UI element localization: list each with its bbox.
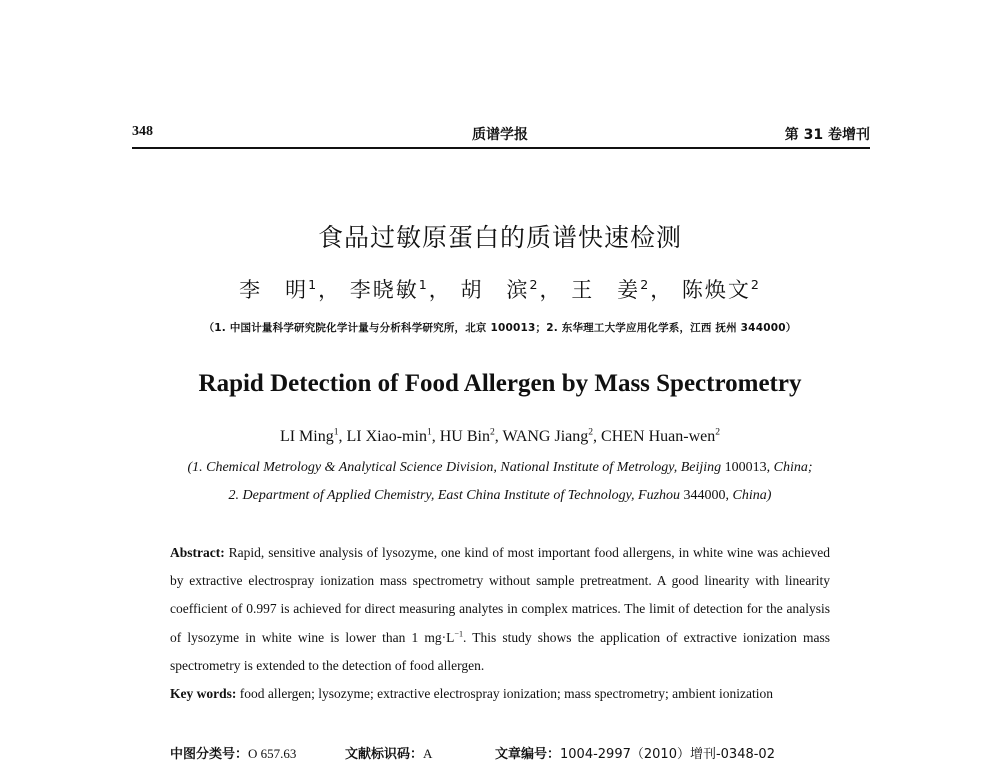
author-aff: 2 <box>588 426 594 438</box>
author-cn: 李 明 <box>239 278 309 302</box>
article-number-value: 1004-2997（2010）增刊-0348-02 <box>560 747 775 762</box>
article-number <box>495 743 775 762</box>
author-aff: 1 <box>418 277 429 292</box>
authors-english: LI Ming$^1$, LI Xiao-$\min^1$, HU Bin$^2$, WANG Jiang$^2$, CHEN Huan-wen$^2$ <box>279 426 721 445</box>
affil-en-2-text: 2. Department of Applied Chemistry, East China Institute of Technology, Fuzhou <box>228 488 681 503</box>
journal-name: 质谱学报 <box>472 127 528 143</box>
author-en: CHEN Huan-wen <box>601 428 716 445</box>
author-cn: 李晓敏 <box>349 278 419 302</box>
page-number: 348 <box>132 124 153 139</box>
article-number-label: 文章编号： <box>495 747 561 762</box>
author-aff: 2 <box>715 426 721 438</box>
abstract-paragraph <box>170 539 830 708</box>
affil-en-1-postcode: 100013, <box>721 460 774 475</box>
abstract-unit-exponent: −1 <box>454 629 464 639</box>
keywords-label: Key words: <box>170 686 237 702</box>
affil-en-1-country: China; <box>773 460 813 475</box>
clc-value: O 657.63 <box>248 746 297 761</box>
abstract-text: Rapid, sensitive analysis of lysozyme, one kind of most important food allergens, in white wine was achieved by extractive electrospray ionization mass spectrometry without sample pretreatment. A good linearity with linearity coefficient of 0.997 is achieved for direct measuring analytes in complex matrices. The limit of detection for the analysis of lysozyme in white wine is lower than 1 mg·L <box>170 545 830 645</box>
header-rule <box>132 147 870 149</box>
keywords-text: food allergen; lysozyme; extractive electrospray ionization; mass spectrometry; ambient ionization <box>236 686 773 702</box>
author-en: LI Ming <box>279 428 334 445</box>
abstract-text-end: . This study shows the application of extractive ionization mass spectrometry is extended to the detection of food allergen. <box>170 629 831 673</box>
affiliation-english-line1 <box>0 460 1000 476</box>
author-en: HU Bin <box>439 428 490 445</box>
author-cn: 陈焕文 <box>681 278 751 302</box>
doc-code-label: 文献标识码： <box>345 747 424 762</box>
affiliation-chinese: （1. 中国计量科学研究院化学计量与分析科学研究所，北京 100013；2. 东华理工大学应用化学系，江西 抚州 344000） <box>203 322 797 334</box>
author-aff: 2 <box>489 426 495 438</box>
authors-chinese: 李 明$^1$， 李晓敏$^1$， 胡 滨$^2$， 王 姜$^2$， 陈焕文$^2$ <box>239 277 761 302</box>
author-aff: 1 <box>426 426 432 438</box>
volume-label: 第 31 卷增刊 <box>784 127 870 143</box>
title-english: Rapid Detection of Food Allergen by Mass Spectrometry <box>198 370 802 397</box>
affil-en-2-postcode: 344000, <box>680 488 733 503</box>
author-aff: 1 <box>333 426 339 438</box>
author-aff: 1 <box>308 277 319 292</box>
doc-code-value: A <box>423 746 433 761</box>
author-en: WANG Jiang <box>502 428 589 445</box>
affil-en-2-country: China) <box>732 488 772 503</box>
title-chinese: 食品过敏原蛋白的质谱快速检测 <box>317 223 682 252</box>
author-en: LI Xiao-min <box>346 428 427 445</box>
author-aff: 2 <box>640 277 651 292</box>
author-cn: 胡 滨 <box>460 278 530 302</box>
author-aff: 2 <box>529 277 540 292</box>
affiliation-english-line2 <box>0 488 1000 504</box>
abstract-label: Abstract: <box>170 545 225 560</box>
document-code <box>345 743 432 762</box>
clc-number <box>170 743 296 762</box>
clc-label: 中图分类号： <box>170 747 249 762</box>
affil-en-1-text: (1. Chemical Metrology & Analytical Science Division, National Institute of Metrology, Beijing <box>187 460 722 475</box>
author-cn: 王 姜 <box>571 278 641 302</box>
author-aff: 2 <box>750 277 761 292</box>
